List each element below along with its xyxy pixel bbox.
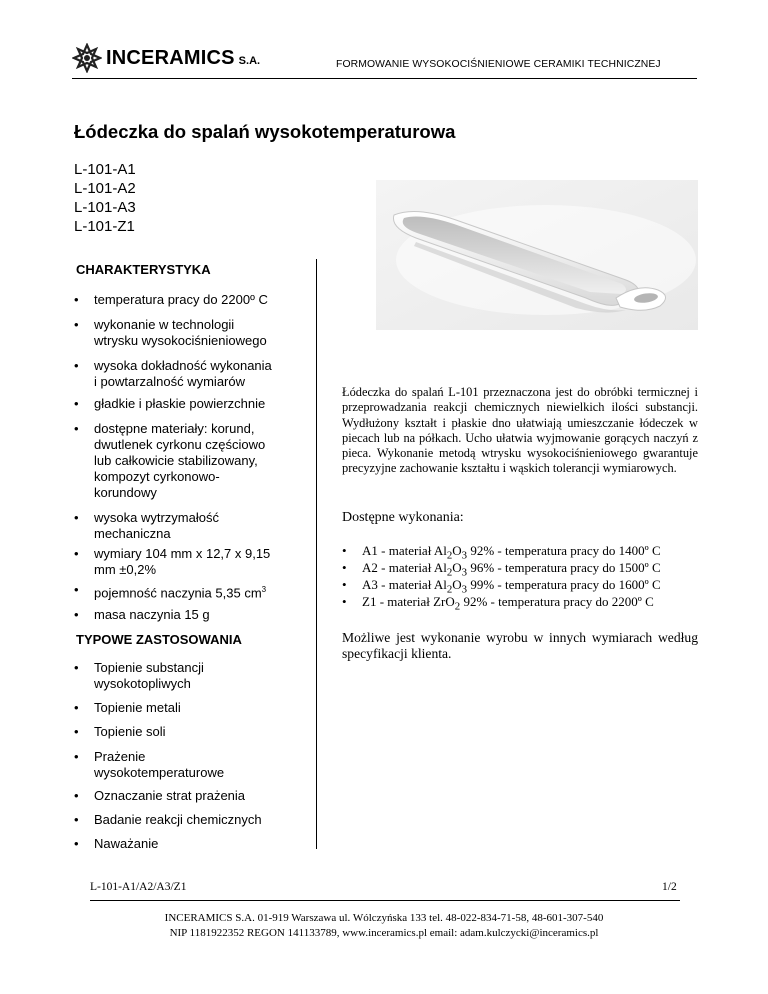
header-divider: [72, 78, 697, 79]
custom-note: Możliwe jest wykonanie wyrobu w innych wymiarach według specyfikacji klienta.: [342, 630, 698, 661]
product-image: [376, 180, 698, 330]
product-code: L-101-A3: [74, 199, 136, 216]
logo-wordmark: INCERAMICS: [106, 46, 235, 69]
logo-suffix: S.A.: [238, 55, 261, 67]
product-code: L-101-A1: [74, 161, 136, 178]
product-description: Łódeczka do spalań L-101 przeznaczona jest do obróbki termicznej i przeprowadzania reakcji chemicznych niewielkich ilości substancji. Wydłużony kształt i płaskie dno ułatwiają umieszczanie łódeczek w piecach lub na półkach. Ucho ułatwia wyjmowanie gorących naczyń z pieca. Wykonanie metodą wtrysku wysokociśnieniowego gwarantuje precyzyjne zachowanie kształtu i wąskich tolerancji wymiarowych.: [342, 385, 698, 476]
page-number: 1/2: [662, 881, 677, 893]
product-code: L-101-A2: [74, 180, 136, 197]
availability-heading: Dostępne wykonania:: [342, 510, 464, 525]
footer-address: INCERAMICS S.A. 01-919 Warszawa ul. Wólczyńska 133 tel. 48-022-834-71-58, 48-601-307-540: [164, 912, 604, 924]
footer-contact: NIP 1181922352 REGON 141133789, www.inceramics.pl email: adam.kulczycki@inceramics.pl: [169, 927, 599, 939]
characteristics-heading: CHARAKTERYSTYKA: [76, 262, 211, 277]
logo-mark-icon: [72, 43, 102, 73]
footer-product-code: L-101-A1/A2/A3/Z1: [90, 881, 187, 893]
footer-divider: [90, 900, 680, 901]
page-title: Łódeczka do spalań wysokotemperaturowa: [74, 121, 456, 142]
product-code: L-101-Z1: [74, 218, 135, 235]
column-divider: [316, 259, 317, 849]
header-tagline: FORMOWANIE WYSOKOCIŚNIENIOWE CERAMIKI TECHNICZNEJ: [336, 59, 661, 70]
company-logo: [72, 38, 260, 78]
applications-heading: TYPOWE ZASTOSOWANIA: [76, 632, 242, 647]
product-codes: [74, 160, 136, 236]
